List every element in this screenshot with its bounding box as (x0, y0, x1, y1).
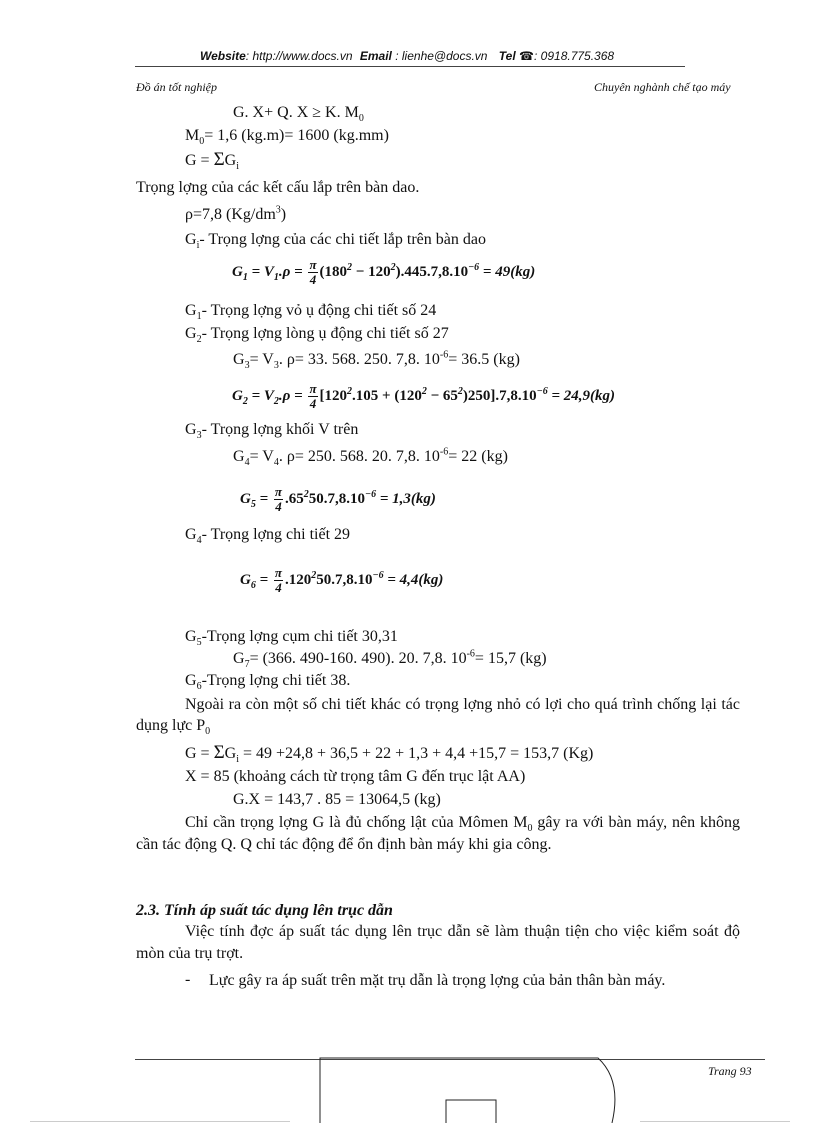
equation-g1: $G_1 = V_1.\rho$ = $\frac{\pi}{4}$ $(180^2 - 120^2).445.7,8.10^{-6} = 49(kg)$ (232, 257, 536, 287)
section-heading: 2.3. Tính áp suất tác dụng lên trục dẫn (136, 902, 393, 919)
bottom-dotted-left (30, 1121, 290, 1122)
paragraph-other-parts: Ngoài ra còn một số chi tiết khác có trọng lợng nhỏ có lợi cho quá trình chống lại tác dụng lực $P_0$ (136, 696, 740, 738)
drawing-box (446, 1100, 496, 1123)
line-g-total: $G = \Sigma G_i = 49 +24,8 + 36,5 + 22 + 1,3 + 4,4 +15,7 = 153,7$ (Kg) (185, 742, 594, 766)
page-number: Trang 93 (708, 1064, 752, 1078)
equation-g2: $G_2 = V_2.\rho$ = $\frac{\pi}{4}$ $[120^2.105 + (120^2 - 65^2)250].7,8.10^{-6} = 24,9(kg)$ (232, 381, 616, 411)
line-g3-calc: $G_3= V_3$. ρ= 33. 568. 250. 7,8. $10^{-6}= 36.5$ (kg) (233, 349, 520, 372)
line-gi: $G_i-$ Trọng lợng của các chi tiết lắp trên bàn dao (185, 231, 486, 252)
equation-g6: $G_6$ = $\frac{\pi}{4}$ $.120^250.7,8.10^{-6} = 4,4(kg)$ (240, 565, 444, 595)
fraction: $\frac{\pi}{4}$ (274, 565, 283, 595)
website-value[interactable]: : http://www.docs.vn (245, 49, 353, 63)
tel-label: Tel (498, 49, 516, 63)
line-x: X = 85 (khoảng cách từ trọng tâm G đến trục lật AA) (185, 768, 526, 785)
line-gx: G.X = 143,7 . 85 = 13064,5 (kg) (233, 791, 441, 808)
line-m0: $M_0= 1,6$ (kg.m)= 1600 (kg.mm) (185, 127, 389, 148)
running-title-left: Đồ án tốt nghiệp (136, 80, 217, 94)
line-trong-luong: Trọng lợng của các kết cấu lắp trên bàn dao. (136, 179, 420, 196)
drawing-fragment (300, 1050, 640, 1123)
equation-g5: $G_5$ = $\frac{\pi}{4}$ $.65^250.7,8.10^{-6} = 1,3(kg)$ (240, 484, 436, 514)
phone-icon: ☎ (519, 49, 534, 63)
line-g4: $G_4-$ Trọng lợng chi tiết 29 (185, 526, 351, 547)
tel-value: : 0918.775.368 (534, 49, 615, 63)
paragraph-conclusion: Chỉ cần trọng lợng G là đủ chống lật của Mômen $M_0$ gây ra với bàn máy, nên không cần tác động Q. Q chỉ tác động để ổn định bàn máy khi gia công. (136, 814, 740, 853)
line-g7-calc: $G_7= (366$. 490-160. 490). 20. 7,8. $10^{-6}= 15,7$ (kg) (233, 648, 547, 671)
line-g6: $G_6$-Trọng lợng chi tiết 38. (185, 672, 351, 693)
bullet-item: Lực gây ra áp suất trên mặt trụ dẫn là trọng lợng của bản thân bàn máy. (209, 972, 666, 989)
bullet-marker: - (185, 971, 191, 988)
line-g3: $G_3-$ Trọng lợng khối V trên (185, 421, 359, 442)
fraction: $\frac{\pi}{4}$ (274, 484, 283, 514)
header-contact (200, 49, 614, 63)
running-title-right: Chuyên nghành chế tạo máy (594, 80, 731, 94)
line-condition: G. X+ Q. X ≥ K. $M_0$ (233, 104, 364, 125)
fraction: $\frac{\pi}{4}$ (309, 381, 317, 411)
line-g-sum: $G = \Sigma G_i$ (185, 149, 239, 173)
header-rule (135, 66, 685, 67)
website-label: Website (200, 49, 246, 63)
bottom-dotted-right (640, 1121, 790, 1122)
line-g1: $G_1-$ Trọng lợng vỏ ụ động chi tiết số 24 (185, 302, 437, 323)
line-g2: $G_2-$ Trọng lợng lòng ụ động chi tiết số 27 (185, 325, 449, 346)
line-g5: $G_5$-Trọng lợng cụm chi tiết 30,31 (185, 628, 398, 649)
drawing-outline (320, 1058, 615, 1123)
paragraph-pressure: Việc tính đợc áp suất tác dụng lên trục dẫn sẽ làm thuận tiện cho việc kiểm soát độ mòn của trụ trợt. (136, 923, 740, 962)
line-density: ρ=7,8 $(Kg/dm^3)$ (185, 204, 287, 223)
fraction: $\frac{\pi}{4}$ (309, 257, 317, 287)
email-label: Email (359, 49, 392, 63)
line-g4-calc: $G_4= V_4$. ρ= 250. 568. 20. 7,8. $10^{-6}= 22$ (kg) (233, 446, 508, 469)
email-value[interactable]: : lienhe@docs.vn (395, 49, 488, 63)
